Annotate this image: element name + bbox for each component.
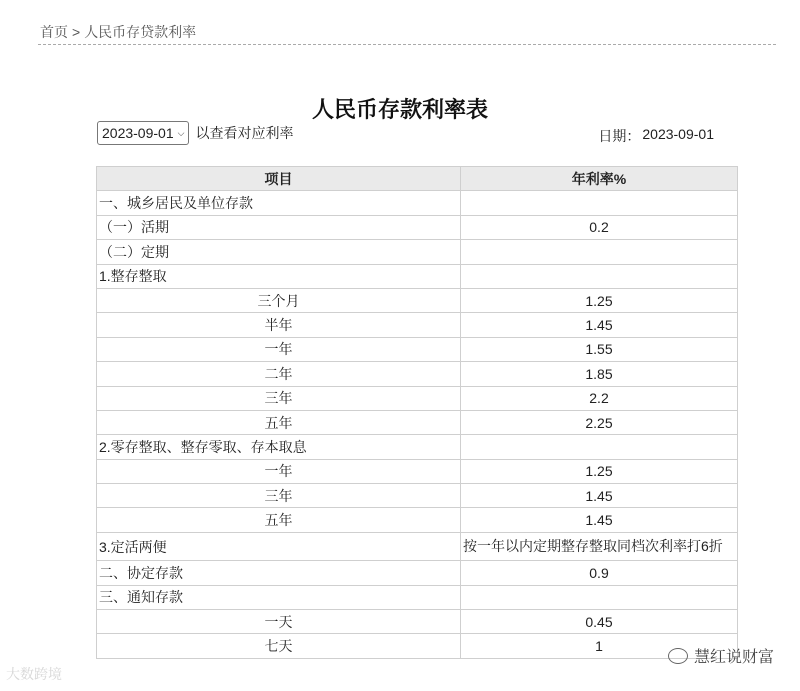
row-item: 二年 [97,362,461,386]
row-item: 三年 [97,386,461,410]
header-rate: 年利率% [461,167,738,191]
table-header-row [97,167,738,191]
row-item: 一年 [97,337,461,361]
breadcrumb-divider [38,44,776,45]
breadcrumb-home-link[interactable]: 首页 [40,24,68,40]
chevron-down-icon: ⌵ [177,127,185,138]
watermark-left-text: 大数跨境 [6,666,62,682]
table-row [97,362,738,386]
table-row [97,215,738,239]
row-item: 三年 [97,484,461,508]
table-row [97,191,738,215]
row-item: 七天 [97,634,461,658]
table-row [97,337,738,361]
row-item: 1.整存整取 [97,264,461,288]
table-row [97,532,738,560]
page-title: 人民币存款利率表 [311,96,488,122]
table-row [97,459,738,483]
date-info-value: 2023-09-01 [642,126,714,142]
wechat-icon [668,648,688,664]
row-item: 一年 [97,459,461,483]
row-item: 三、通知存款 [97,585,461,609]
watermark-right [668,644,774,667]
row-rate: 2.25 [461,410,738,434]
table-row [97,634,738,658]
row-item: 一天 [97,610,461,634]
row-rate: 0.45 [461,610,738,634]
table-row [97,508,738,532]
date-select[interactable] [97,121,189,145]
table-row [97,288,738,312]
row-rate: 2.2 [461,386,738,410]
row-rate [461,435,738,459]
row-rate [461,191,738,215]
row-rate [461,240,738,264]
row-item: 3.定活两便 [97,532,461,560]
row-item: 三个月 [97,288,461,312]
table-row [97,610,738,634]
date-info [598,126,714,146]
breadcrumb-separator: > [72,24,81,40]
date-controls [97,121,293,145]
row-item: 2.零存整取、整存零取、存本取息 [97,435,461,459]
row-item: 一、城乡居民及单位存款 [97,191,461,215]
table-row [97,585,738,609]
table-row [97,410,738,434]
row-rate: 1.25 [461,459,738,483]
table-row [97,264,738,288]
table-row [97,313,738,337]
row-rate: 1.45 [461,484,738,508]
row-item: 五年 [97,508,461,532]
breadcrumb [40,22,196,42]
row-item: 五年 [97,410,461,434]
row-rate: 1.45 [461,313,738,337]
row-rate: 1.55 [461,337,738,361]
row-rate: 1.45 [461,508,738,532]
breadcrumb-current: 人民币存贷款利率 [84,24,197,40]
row-rate: 按一年以内定期整存整取同档次利率打6折 [461,532,738,560]
row-rate [461,264,738,288]
row-rate: 0.2 [461,215,738,239]
rate-table [96,166,738,659]
table-row [97,561,738,585]
row-rate: 1 [461,634,738,658]
row-rate [461,585,738,609]
row-rate: 1.85 [461,362,738,386]
watermark-right-text: 慧红说财富 [693,649,774,666]
row-item: 半年 [97,313,461,337]
row-rate: 1.25 [461,288,738,312]
table-row [97,484,738,508]
row-item: 二、协定存款 [97,561,461,585]
table-row [97,386,738,410]
rate-table-body [97,191,738,658]
table-row [97,435,738,459]
row-rate: 0.9 [461,561,738,585]
date-select-hint: 以查看对应利率 [195,125,294,141]
header-item: 项目 [97,167,461,191]
date-select-value: 2023-09-01 [102,125,174,141]
row-item: （二）定期 [97,240,461,264]
table-row [97,240,738,264]
watermark-left [6,664,62,684]
row-item: （一）活期 [97,215,461,239]
date-info-label: 日期： [598,128,641,144]
